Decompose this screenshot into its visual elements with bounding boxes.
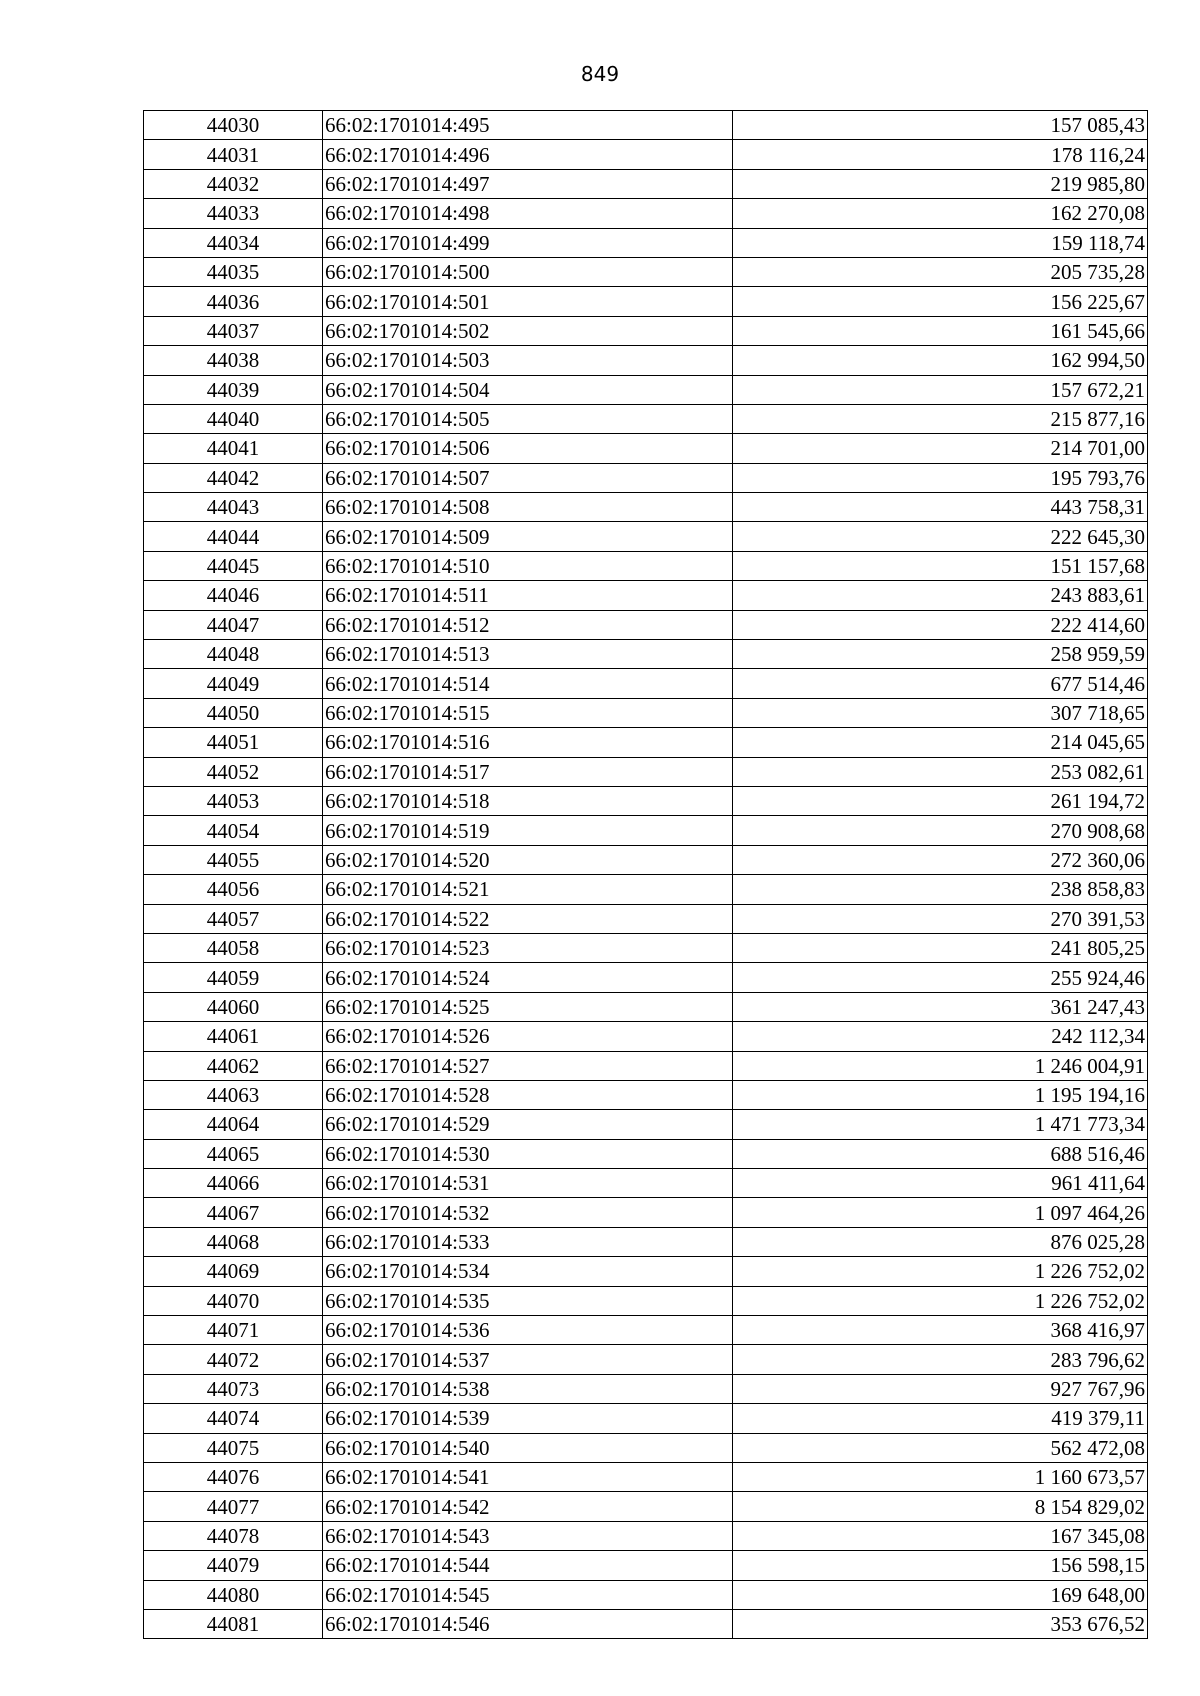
cadastral-number-cell: 66:02:1701014:517 <box>323 757 733 786</box>
row-number-cell: 44065 <box>144 1139 323 1168</box>
cadastral-value-cell: 270 908,68 <box>733 816 1148 845</box>
table-row <box>144 1609 1148 1638</box>
cadastral-number-cell: 66:02:1701014:495 <box>323 111 733 140</box>
cadastral-value-cell: 443 758,31 <box>733 493 1148 522</box>
row-number-cell: 44049 <box>144 669 323 698</box>
row-number-cell: 44042 <box>144 463 323 492</box>
table-row <box>144 757 1148 786</box>
cadastral-value-table <box>143 110 1148 1639</box>
cadastral-value-cell: 195 793,76 <box>733 463 1148 492</box>
table-row <box>144 640 1148 669</box>
table-row <box>144 1374 1148 1403</box>
row-number-cell: 44053 <box>144 786 323 815</box>
cadastral-number-cell: 66:02:1701014:528 <box>323 1080 733 1109</box>
cadastral-value-cell: 214 045,65 <box>733 728 1148 757</box>
cadastral-number-cell: 66:02:1701014:511 <box>323 581 733 610</box>
row-number-cell: 44031 <box>144 140 323 169</box>
row-number-cell: 44063 <box>144 1080 323 1109</box>
cadastral-number-cell: 66:02:1701014:521 <box>323 875 733 904</box>
table-row <box>144 1257 1148 1286</box>
cadastral-number-cell: 66:02:1701014:529 <box>323 1110 733 1139</box>
row-number-cell: 44062 <box>144 1051 323 1080</box>
table-row <box>144 404 1148 433</box>
table-row <box>144 904 1148 933</box>
cadastral-value-cell: 688 516,46 <box>733 1139 1148 1168</box>
row-number-cell: 44071 <box>144 1316 323 1345</box>
cadastral-value-cell: 1 226 752,02 <box>733 1257 1148 1286</box>
table-row <box>144 316 1148 345</box>
cadastral-value-cell: 151 157,68 <box>733 551 1148 580</box>
table-row <box>144 1286 1148 1315</box>
cadastral-number-cell: 66:02:1701014:540 <box>323 1433 733 1462</box>
cadastral-value-cell: 1 471 773,34 <box>733 1110 1148 1139</box>
table-row <box>144 1227 1148 1256</box>
table-row <box>144 1110 1148 1139</box>
cadastral-value-cell: 156 225,67 <box>733 287 1148 316</box>
row-number-cell: 44069 <box>144 1257 323 1286</box>
cadastral-value-cell: 283 796,62 <box>733 1345 1148 1374</box>
cadastral-value-cell: 238 858,83 <box>733 875 1148 904</box>
cadastral-number-cell: 66:02:1701014:538 <box>323 1374 733 1403</box>
row-number-cell: 44059 <box>144 963 323 992</box>
cadastral-value-cell: 215 877,16 <box>733 404 1148 433</box>
table-row <box>144 140 1148 169</box>
table-row <box>144 1080 1148 1109</box>
cadastral-number-cell: 66:02:1701014:532 <box>323 1198 733 1227</box>
cadastral-number-cell: 66:02:1701014:537 <box>323 1345 733 1374</box>
cadastral-value-cell: 222 414,60 <box>733 610 1148 639</box>
cadastral-value-cell: 272 360,06 <box>733 845 1148 874</box>
row-number-cell: 44048 <box>144 640 323 669</box>
cadastral-number-cell: 66:02:1701014:502 <box>323 316 733 345</box>
cadastral-value-cell: 222 645,30 <box>733 522 1148 551</box>
cadastral-number-cell: 66:02:1701014:522 <box>323 904 733 933</box>
table-row <box>144 610 1148 639</box>
table-row <box>144 816 1148 845</box>
row-number-cell: 44072 <box>144 1345 323 1374</box>
cadastral-number-cell: 66:02:1701014:525 <box>323 992 733 1021</box>
cadastral-number-cell: 66:02:1701014:506 <box>323 434 733 463</box>
row-number-cell: 44046 <box>144 581 323 610</box>
cadastral-number-cell: 66:02:1701014:497 <box>323 169 733 198</box>
table-row <box>144 728 1148 757</box>
table-row <box>144 786 1148 815</box>
cadastral-number-cell: 66:02:1701014:507 <box>323 463 733 492</box>
cadastral-value-cell: 255 924,46 <box>733 963 1148 992</box>
table-row <box>144 1433 1148 1462</box>
table-row <box>144 1198 1148 1227</box>
cadastral-number-cell: 66:02:1701014:516 <box>323 728 733 757</box>
cadastral-number-cell: 66:02:1701014:520 <box>323 845 733 874</box>
cadastral-number-cell: 66:02:1701014:498 <box>323 199 733 228</box>
cadastral-value-cell: 178 116,24 <box>733 140 1148 169</box>
cadastral-value-cell: 214 701,00 <box>733 434 1148 463</box>
cadastral-number-cell: 66:02:1701014:535 <box>323 1286 733 1315</box>
cadastral-number-cell: 66:02:1701014:530 <box>323 1139 733 1168</box>
cadastral-number-cell: 66:02:1701014:545 <box>323 1580 733 1609</box>
cadastral-value-cell: 307 718,65 <box>733 698 1148 727</box>
cadastral-number-cell: 66:02:1701014:503 <box>323 346 733 375</box>
row-number-cell: 44055 <box>144 845 323 874</box>
cadastral-number-cell: 66:02:1701014:536 <box>323 1316 733 1345</box>
cadastral-value-cell: 876 025,28 <box>733 1227 1148 1256</box>
row-number-cell: 44068 <box>144 1227 323 1256</box>
table-row <box>144 346 1148 375</box>
cadastral-value-cell: 1 097 464,26 <box>733 1198 1148 1227</box>
cadastral-value-cell: 261 194,72 <box>733 786 1148 815</box>
cadastral-number-cell: 66:02:1701014:546 <box>323 1609 733 1638</box>
cadastral-value-cell: 161 545,66 <box>733 316 1148 345</box>
cadastral-number-cell: 66:02:1701014:505 <box>323 404 733 433</box>
row-number-cell: 44064 <box>144 1110 323 1139</box>
row-number-cell: 44044 <box>144 522 323 551</box>
row-number-cell: 44052 <box>144 757 323 786</box>
table-row <box>144 1345 1148 1374</box>
cadastral-number-cell: 66:02:1701014:501 <box>323 287 733 316</box>
table-row <box>144 522 1148 551</box>
cadastral-number-cell: 66:02:1701014:504 <box>323 375 733 404</box>
table-row <box>144 257 1148 286</box>
table-row <box>144 1462 1148 1491</box>
table-row <box>144 287 1148 316</box>
table-row <box>144 1169 1148 1198</box>
page-number: 849 <box>580 62 620 86</box>
table-body <box>144 111 1148 1639</box>
row-number-cell: 44066 <box>144 1169 323 1198</box>
row-number-cell: 44035 <box>144 257 323 286</box>
table-row <box>144 1404 1148 1433</box>
table-row <box>144 551 1148 580</box>
cadastral-number-cell: 66:02:1701014:514 <box>323 669 733 698</box>
cadastral-number-cell: 66:02:1701014:526 <box>323 1022 733 1051</box>
cadastral-number-cell: 66:02:1701014:499 <box>323 228 733 257</box>
cadastral-value-cell: 243 883,61 <box>733 581 1148 610</box>
table-row <box>144 1492 1148 1521</box>
row-number-cell: 44073 <box>144 1374 323 1403</box>
cadastral-value-cell: 927 767,96 <box>733 1374 1148 1403</box>
table-row <box>144 1051 1148 1080</box>
row-number-cell: 44040 <box>144 404 323 433</box>
table-row <box>144 1316 1148 1345</box>
cadastral-number-cell: 66:02:1701014:527 <box>323 1051 733 1080</box>
cadastral-value-cell: 156 598,15 <box>733 1551 1148 1580</box>
cadastral-number-cell: 66:02:1701014:510 <box>323 551 733 580</box>
table-row <box>144 1022 1148 1051</box>
cadastral-value-cell: 157 085,43 <box>733 111 1148 140</box>
table-row <box>144 228 1148 257</box>
row-number-cell: 44057 <box>144 904 323 933</box>
cadastral-number-cell: 66:02:1701014:509 <box>323 522 733 551</box>
row-number-cell: 44054 <box>144 816 323 845</box>
row-number-cell: 44080 <box>144 1580 323 1609</box>
cadastral-number-cell: 66:02:1701014:508 <box>323 493 733 522</box>
cadastral-number-cell: 66:02:1701014:519 <box>323 816 733 845</box>
cadastral-number-cell: 66:02:1701014:543 <box>323 1521 733 1550</box>
cadastral-value-cell: 1 246 004,91 <box>733 1051 1148 1080</box>
table-row <box>144 1139 1148 1168</box>
row-number-cell: 44081 <box>144 1609 323 1638</box>
row-number-cell: 44041 <box>144 434 323 463</box>
table-row <box>144 963 1148 992</box>
cadastral-number-cell: 66:02:1701014:512 <box>323 610 733 639</box>
table-row <box>144 1551 1148 1580</box>
table-row <box>144 698 1148 727</box>
cadastral-number-cell: 66:02:1701014:542 <box>323 1492 733 1521</box>
row-number-cell: 44070 <box>144 1286 323 1315</box>
table-row <box>144 992 1148 1021</box>
cadastral-number-cell: 66:02:1701014:515 <box>323 698 733 727</box>
row-number-cell: 44034 <box>144 228 323 257</box>
cadastral-number-cell: 66:02:1701014:518 <box>323 786 733 815</box>
row-number-cell: 44032 <box>144 169 323 198</box>
table-row <box>144 845 1148 874</box>
cadastral-value-cell: 205 735,28 <box>733 257 1148 286</box>
cadastral-value-cell: 162 270,08 <box>733 199 1148 228</box>
cadastral-value-cell: 169 648,00 <box>733 1580 1148 1609</box>
cadastral-value-cell: 242 112,34 <box>733 1022 1148 1051</box>
cadastral-number-cell: 66:02:1701014:500 <box>323 257 733 286</box>
cadastral-value-cell: 167 345,08 <box>733 1521 1148 1550</box>
cadastral-number-cell: 66:02:1701014:523 <box>323 933 733 962</box>
cadastral-value-cell: 677 514,46 <box>733 669 1148 698</box>
row-number-cell: 44050 <box>144 698 323 727</box>
table-row <box>144 933 1148 962</box>
row-number-cell: 44039 <box>144 375 323 404</box>
cadastral-number-cell: 66:02:1701014:533 <box>323 1227 733 1256</box>
cadastral-value-cell: 258 959,59 <box>733 640 1148 669</box>
cadastral-number-cell: 66:02:1701014:544 <box>323 1551 733 1580</box>
cadastral-value-cell: 353 676,52 <box>733 1609 1148 1638</box>
cadastral-number-cell: 66:02:1701014:539 <box>323 1404 733 1433</box>
row-number-cell: 44043 <box>144 493 323 522</box>
table-row <box>144 375 1148 404</box>
row-number-cell: 44060 <box>144 992 323 1021</box>
cadastral-value-cell: 241 805,25 <box>733 933 1148 962</box>
row-number-cell: 44033 <box>144 199 323 228</box>
row-number-cell: 44074 <box>144 1404 323 1433</box>
row-number-cell: 44067 <box>144 1198 323 1227</box>
cadastral-number-cell: 66:02:1701014:531 <box>323 1169 733 1198</box>
table-row <box>144 1580 1148 1609</box>
table-row <box>144 875 1148 904</box>
cadastral-value-cell: 270 391,53 <box>733 904 1148 933</box>
table-row <box>144 581 1148 610</box>
cadastral-number-cell: 66:02:1701014:541 <box>323 1462 733 1491</box>
cadastral-value-cell: 1 226 752,02 <box>733 1286 1148 1315</box>
cadastral-value-cell: 961 411,64 <box>733 1169 1148 1198</box>
table-row <box>144 169 1148 198</box>
cadastral-number-cell: 66:02:1701014:524 <box>323 963 733 992</box>
table-row <box>144 493 1148 522</box>
cadastral-value-cell: 361 247,43 <box>733 992 1148 1021</box>
table-row <box>144 199 1148 228</box>
cadastral-value-cell: 419 379,11 <box>733 1404 1148 1433</box>
row-number-cell: 44076 <box>144 1462 323 1491</box>
cadastral-value-cell: 159 118,74 <box>733 228 1148 257</box>
cadastral-number-cell: 66:02:1701014:496 <box>323 140 733 169</box>
cadastral-number-cell: 66:02:1701014:534 <box>323 1257 733 1286</box>
row-number-cell: 44056 <box>144 875 323 904</box>
table-row <box>144 111 1148 140</box>
cadastral-value-cell: 1 195 194,16 <box>733 1080 1148 1109</box>
row-number-cell: 44079 <box>144 1551 323 1580</box>
cadastral-value-cell: 562 472,08 <box>733 1433 1148 1462</box>
cadastral-value-cell: 368 416,97 <box>733 1316 1148 1345</box>
row-number-cell: 44061 <box>144 1022 323 1051</box>
table-row <box>144 1521 1148 1550</box>
table-row <box>144 669 1148 698</box>
row-number-cell: 44045 <box>144 551 323 580</box>
cadastral-value-cell: 157 672,21 <box>733 375 1148 404</box>
cadastral-value-cell: 253 082,61 <box>733 757 1148 786</box>
table-row <box>144 463 1148 492</box>
row-number-cell: 44047 <box>144 610 323 639</box>
cadastral-value-cell: 8 154 829,02 <box>733 1492 1148 1521</box>
row-number-cell: 44075 <box>144 1433 323 1462</box>
cadastral-number-cell: 66:02:1701014:513 <box>323 640 733 669</box>
row-number-cell: 44077 <box>144 1492 323 1521</box>
row-number-cell: 44051 <box>144 728 323 757</box>
row-number-cell: 44038 <box>144 346 323 375</box>
cadastral-value-cell: 1 160 673,57 <box>733 1462 1148 1491</box>
cadastral-value-cell: 162 994,50 <box>733 346 1148 375</box>
row-number-cell: 44078 <box>144 1521 323 1550</box>
row-number-cell: 44036 <box>144 287 323 316</box>
row-number-cell: 44058 <box>144 933 323 962</box>
row-number-cell: 44030 <box>144 111 323 140</box>
table-row <box>144 434 1148 463</box>
cadastral-value-cell: 219 985,80 <box>733 169 1148 198</box>
row-number-cell: 44037 <box>144 316 323 345</box>
